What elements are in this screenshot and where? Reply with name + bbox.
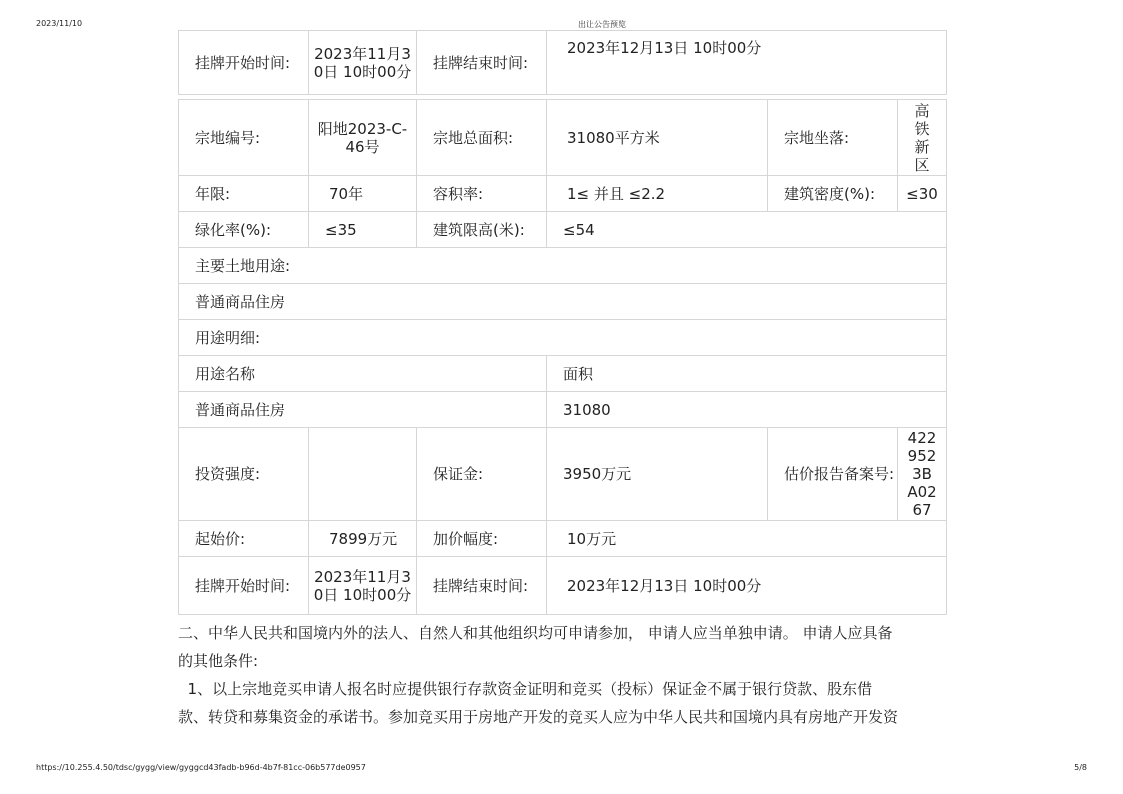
start-price-label: 起始价: <box>179 521 309 557</box>
investment-intensity-value <box>309 428 417 521</box>
body-paragraph-line-3: 1、以上宗地竞买申请人报名时应提供银行存款资金证明和竞买（投标）保证金不属于银行贷款、股东借 <box>178 680 873 698</box>
parcel-area-value: 31080平方米 <box>547 100 768 176</box>
listing-start-label: 挂牌开始时间: <box>179 31 309 95</box>
density-label: 建筑密度(%): <box>768 176 898 212</box>
page-url: https://10.255.4.50/tdsc/gygg/view/gyggcd43fadb-b96d-4b7f-81cc-06b577de0957 <box>36 763 366 772</box>
print-title: 出让公告预览 <box>578 20 626 29</box>
height-limit-value: ≤54 <box>547 212 947 248</box>
listing-start-value: 2023年11月30日 10时00分 <box>309 31 417 95</box>
appraisal-no-label: 估价报告备案号: <box>768 428 898 521</box>
use-row-area: 31080 <box>547 392 947 428</box>
parcel-area-label: 宗地总面积: <box>417 100 547 176</box>
deposit-label: 保证金: <box>417 428 547 521</box>
listing-end-value-2: 2023年12月13日 10时00分 <box>547 557 947 615</box>
parcel-location-label: 宗地坐落: <box>768 100 898 176</box>
body-paragraph-line-2: 的其他条件: <box>178 652 259 670</box>
green-rate-label: 绿化率(%): <box>179 212 309 248</box>
increment-label: 加价幅度: <box>417 521 547 557</box>
use-detail-label: 用途明细: <box>179 320 947 356</box>
top-listing-time-table <box>178 30 947 95</box>
term-value: 70年 <box>309 176 417 212</box>
listing-end-label-2: 挂牌结束时间: <box>417 557 547 615</box>
main-use-value: 普通商品住房 <box>179 284 947 320</box>
listing-start-label-2: 挂牌开始时间: <box>179 557 309 615</box>
investment-intensity-label: 投资强度: <box>179 428 309 521</box>
page-number: 5/8 <box>1074 763 1087 772</box>
parcel-code-value: 阳地2023-C-46号 <box>309 100 417 176</box>
print-date: 2023/11/10 <box>36 19 83 28</box>
body-paragraph-line-4: 款、转贷和募集资金的承诺书。参加竞买用于房地产开发的竞买人应为中华人民共和国境内具有房地产开发资 <box>178 708 899 726</box>
parcel-code-label: 宗地编号: <box>179 100 309 176</box>
term-label: 年限: <box>179 176 309 212</box>
start-price-value: 7899万元 <box>309 521 417 557</box>
deposit-value: 3950万元 <box>547 428 768 521</box>
listing-end-value: 2023年12月13日 10时00分 <box>547 31 947 95</box>
appraisal-no-value: 4229523BA0267 <box>898 428 947 521</box>
listing-start-value-2: 2023年11月30日 10时00分 <box>309 557 417 615</box>
density-value: ≤30 <box>898 176 947 212</box>
use-area-header: 面积 <box>547 356 947 392</box>
use-name-header: 用途名称 <box>179 356 547 392</box>
parcel-info-table <box>178 99 947 615</box>
increment-value: 10万元 <box>547 521 947 557</box>
green-rate-value: ≤35 <box>309 212 417 248</box>
main-use-label: 主要土地用途: <box>179 248 947 284</box>
use-row-name: 普通商品住房 <box>179 392 547 428</box>
far-label: 容积率: <box>417 176 547 212</box>
far-value: 1≤ 并且 ≤2.2 <box>547 176 768 212</box>
listing-end-label: 挂牌结束时间: <box>417 31 547 95</box>
body-paragraph-line-1: 二、中华人民共和国境内外的法人、自然人和其他组织均可申请参加， 申请人应当单独申请。 申请人应具备 <box>178 624 893 642</box>
height-limit-label: 建筑限高(米): <box>417 212 547 248</box>
parcel-location-value: 高铁新区 <box>898 100 947 176</box>
